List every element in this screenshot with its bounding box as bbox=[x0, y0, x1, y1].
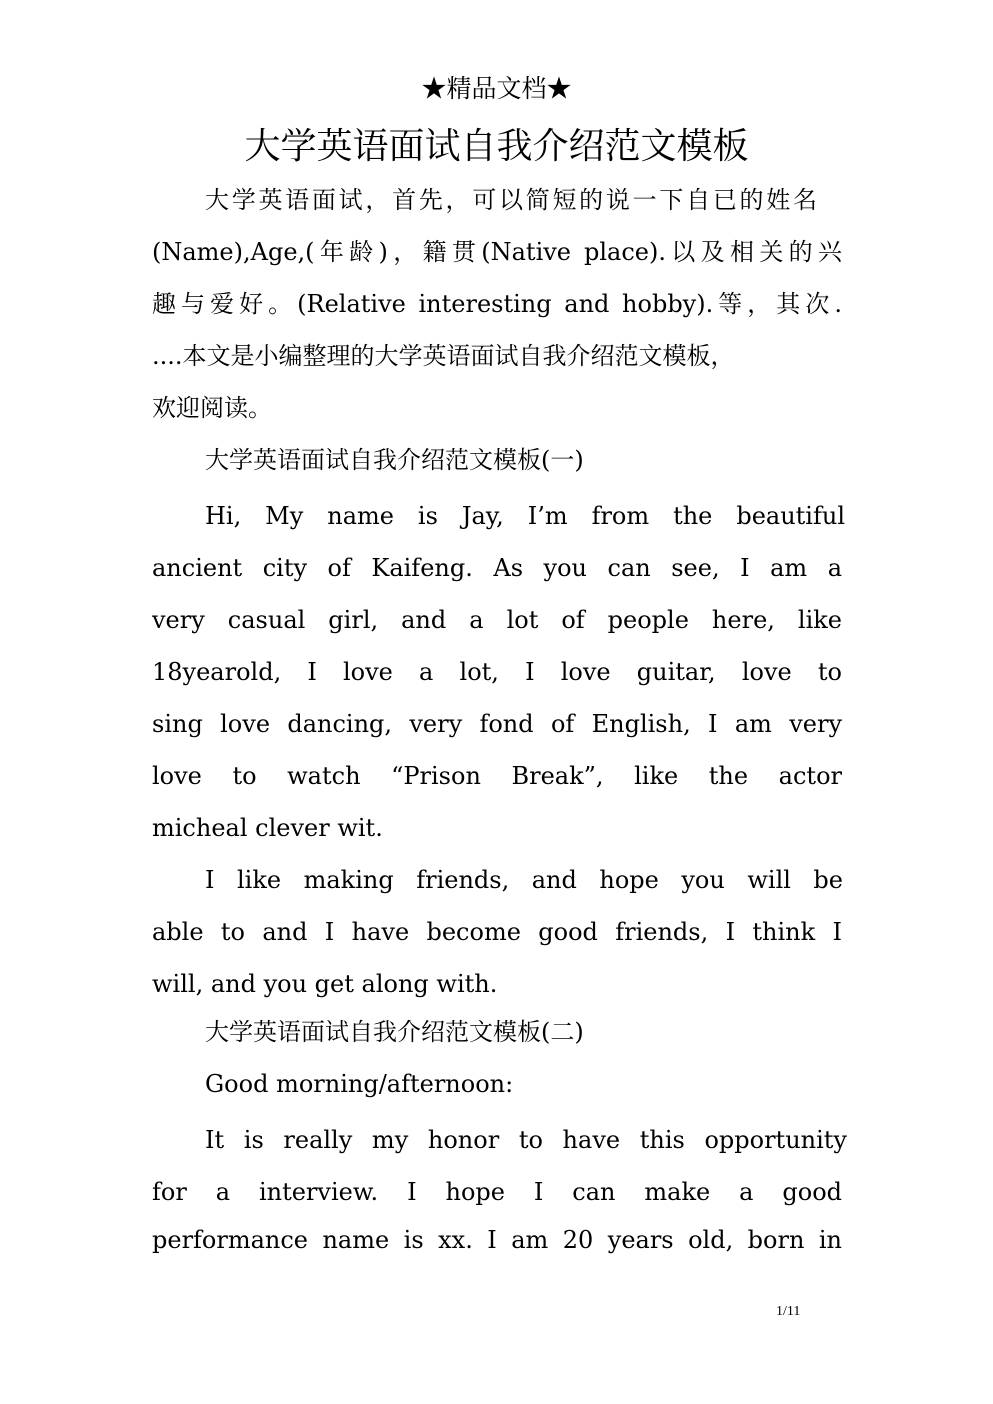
body-line: 欢迎阅读。 bbox=[152, 394, 272, 422]
body-line: love to watch “Prison Break”, like the actor bbox=[152, 762, 842, 790]
body-line: I like making friends, and hope you will be bbox=[205, 866, 843, 894]
document-header: ★精品文档★ bbox=[421, 74, 572, 103]
body-line: ancient city of Kaifeng. As you can see, I am a bbox=[152, 554, 842, 582]
body-line: 18yearold, I love a lot, I love guitar, love to bbox=[152, 658, 842, 686]
body-line: 趣与爱好。(Relative interesting and hobby).等，其次. bbox=[152, 290, 842, 318]
page-number: 1/11 bbox=[776, 1304, 801, 1319]
document-title: 大学英语面试自我介绍范文模板 bbox=[244, 126, 749, 167]
body-line: very casual girl, and a lot of people here, like bbox=[152, 606, 842, 634]
body-line: Hi, My name is Jay, I’m from the beautiful bbox=[205, 502, 845, 530]
body-line: for a interview. I hope I can make a good bbox=[152, 1178, 842, 1206]
body-line: It is really my honor to have this opportunity bbox=[205, 1126, 847, 1154]
body-line: Good morning/afternoon: bbox=[205, 1070, 514, 1098]
body-line: 大学英语面试，首先，可以简短的说一下自已的姓名 bbox=[205, 186, 817, 214]
body-line: ....本文是小编整理的大学英语面试自我介绍范文模板， bbox=[152, 342, 735, 370]
body-line: will, and you get along with. bbox=[152, 970, 498, 998]
body-line: (Name),Age,(年龄)，籍贯(Native place).以及相关的兴 bbox=[152, 238, 842, 266]
section-heading-1: 大学英语面试自我介绍范文模板(一) bbox=[205, 446, 584, 474]
body-line: performance name is xx. I am 20 years old, born in bbox=[152, 1226, 842, 1254]
body-line: micheal clever wit. bbox=[152, 814, 383, 842]
section-heading-2: 大学英语面试自我介绍范文模板(二) bbox=[205, 1018, 584, 1046]
body-line: sing love dancing, very fond of English, I am very bbox=[152, 710, 842, 738]
body-line: able to and I have become good friends, I think I bbox=[152, 918, 842, 946]
